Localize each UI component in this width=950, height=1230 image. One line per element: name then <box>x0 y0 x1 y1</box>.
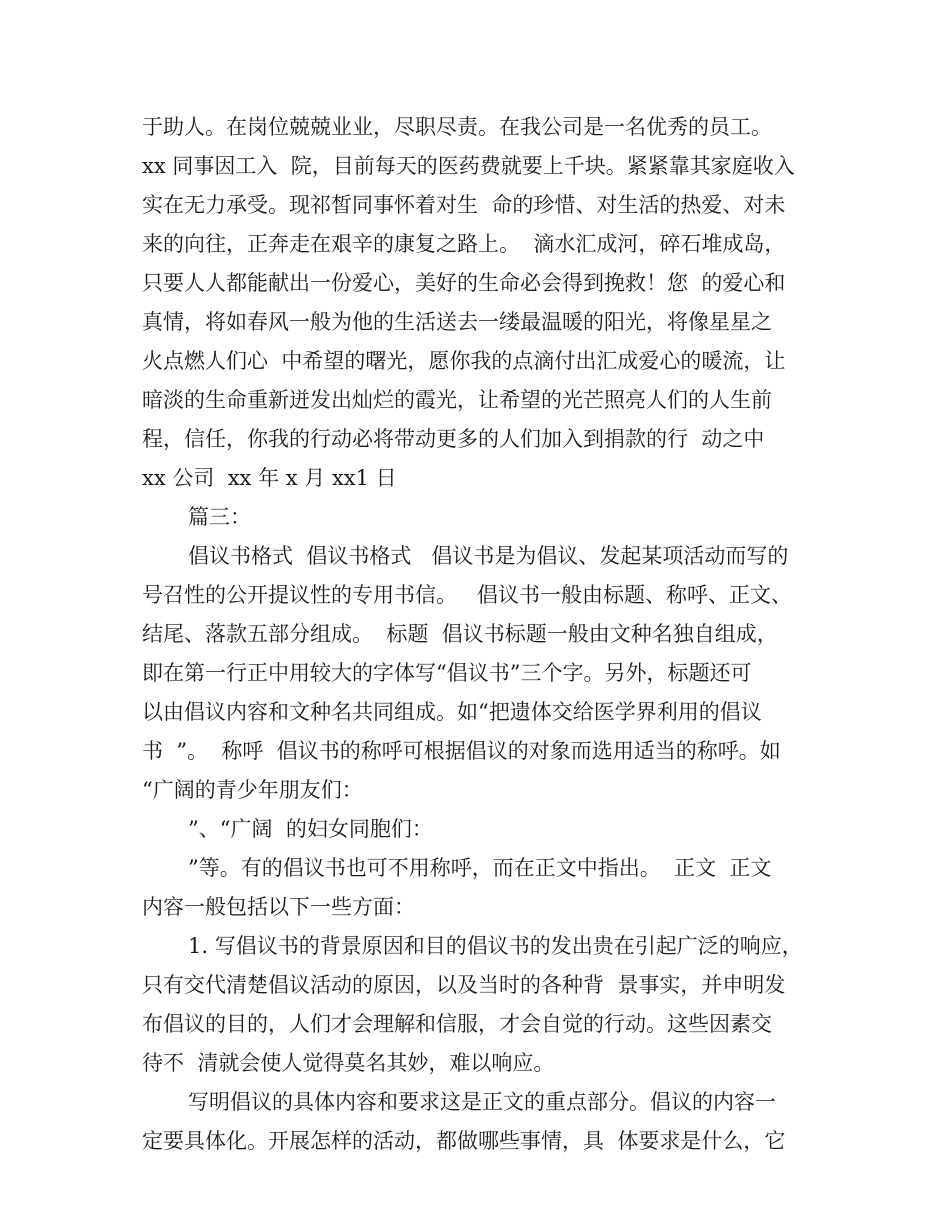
body-line: 实在无力承受。现祁皙同事怀着对生 命的珍惜、对生活的热爱、对未 <box>142 193 786 217</box>
body-line: ”等。有的倡议书也可不用称呼，而在正文中指出。 正文 正文 <box>188 856 772 880</box>
body-line: 暗淡的生命重新迸发出灿烂的霞光，让希望的光芒照亮人们的人生前 <box>142 388 772 412</box>
body-line: “广阔的青少年朋友们： <box>142 778 363 802</box>
signature-line: xx 公司 xx 年 x 月 xx1 日 <box>142 466 397 490</box>
section-heading: 篇三： <box>188 505 251 529</box>
body-line: 结尾、落款五部分组成。 标题 倡议书标题一般由文种名独自组成， <box>142 622 778 646</box>
body-line: 程，信任，你我的行动必将带动更多的人们加入到捐款的行 动之中 <box>142 427 765 451</box>
body-line: 火点燃人们心 中希望的曙光，愿你我的点滴付出汇成爱心的暖流，让 <box>142 349 786 373</box>
body-line: 来的向往，正奔走在艰辛的康复之路上。 滴水汇成河，碎石堆成岛， <box>142 232 786 256</box>
body-line: 1. 写倡议书的背景原因和目的倡议书的发出贵在引起广泛的响应， <box>188 934 803 958</box>
body-line: 定要具体化。开展怎样的活动，都做哪些事情，具 体要求是什么，它 <box>142 1129 786 1153</box>
body-line: 倡议书格式 倡议书格式 倡议书是为倡议、发起某项活动而写的 <box>188 544 789 568</box>
body-line: 待不 清就会使人觉得莫名其妙，难以响应。 <box>142 1051 555 1075</box>
body-line: xx 同事因工入 院，目前每天的医药费就要上千块。紧紧靠其家庭收入 <box>142 154 795 178</box>
body-line: 真情，将如春风一般为他的生活送去一缕最温暖的阳光，将像星星之 <box>142 310 772 334</box>
body-line: 书 ”。 称呼 倡议书的称呼可根据倡议的对象而选用适当的称呼。如 <box>142 739 781 763</box>
body-line: 于助人。在岗位兢兢业业，尽职尽责。在我公司是一名优秀的员工。 <box>142 115 772 139</box>
body-line: ”、“广阔 的妇女同胞们： <box>188 817 433 841</box>
body-line: 内容一般包括以下一些方面： <box>142 895 415 919</box>
body-line: 布倡议的目的，人们才会理解和信服，才会自觉的行动。这些因素交 <box>142 1012 772 1036</box>
body-line: 号召性的公开提议性的专用书信。 倡议书一般由标题、称呼、正文、 <box>142 583 793 607</box>
body-line: 写明倡议的具体内容和要求这是正文的重点部分。倡议的内容一 <box>188 1090 776 1114</box>
body-line: 只有交代清楚倡议活动的原因，以及当时的各种背 景事实，并申明发 <box>142 973 786 997</box>
body-line: 只要人人都能献出一份爱心，美好的生命必会得到挽救！您 的爱心和 <box>142 271 786 295</box>
document-body <box>142 108 812 1161</box>
body-line: 以由倡议内容和文种名共同组成。如“把遗体交给医学界利用的倡议 <box>142 700 762 724</box>
body-line: 即在第一行正中用较大的字体写“倡议书”三个字。另外，标题还可 <box>142 661 752 685</box>
